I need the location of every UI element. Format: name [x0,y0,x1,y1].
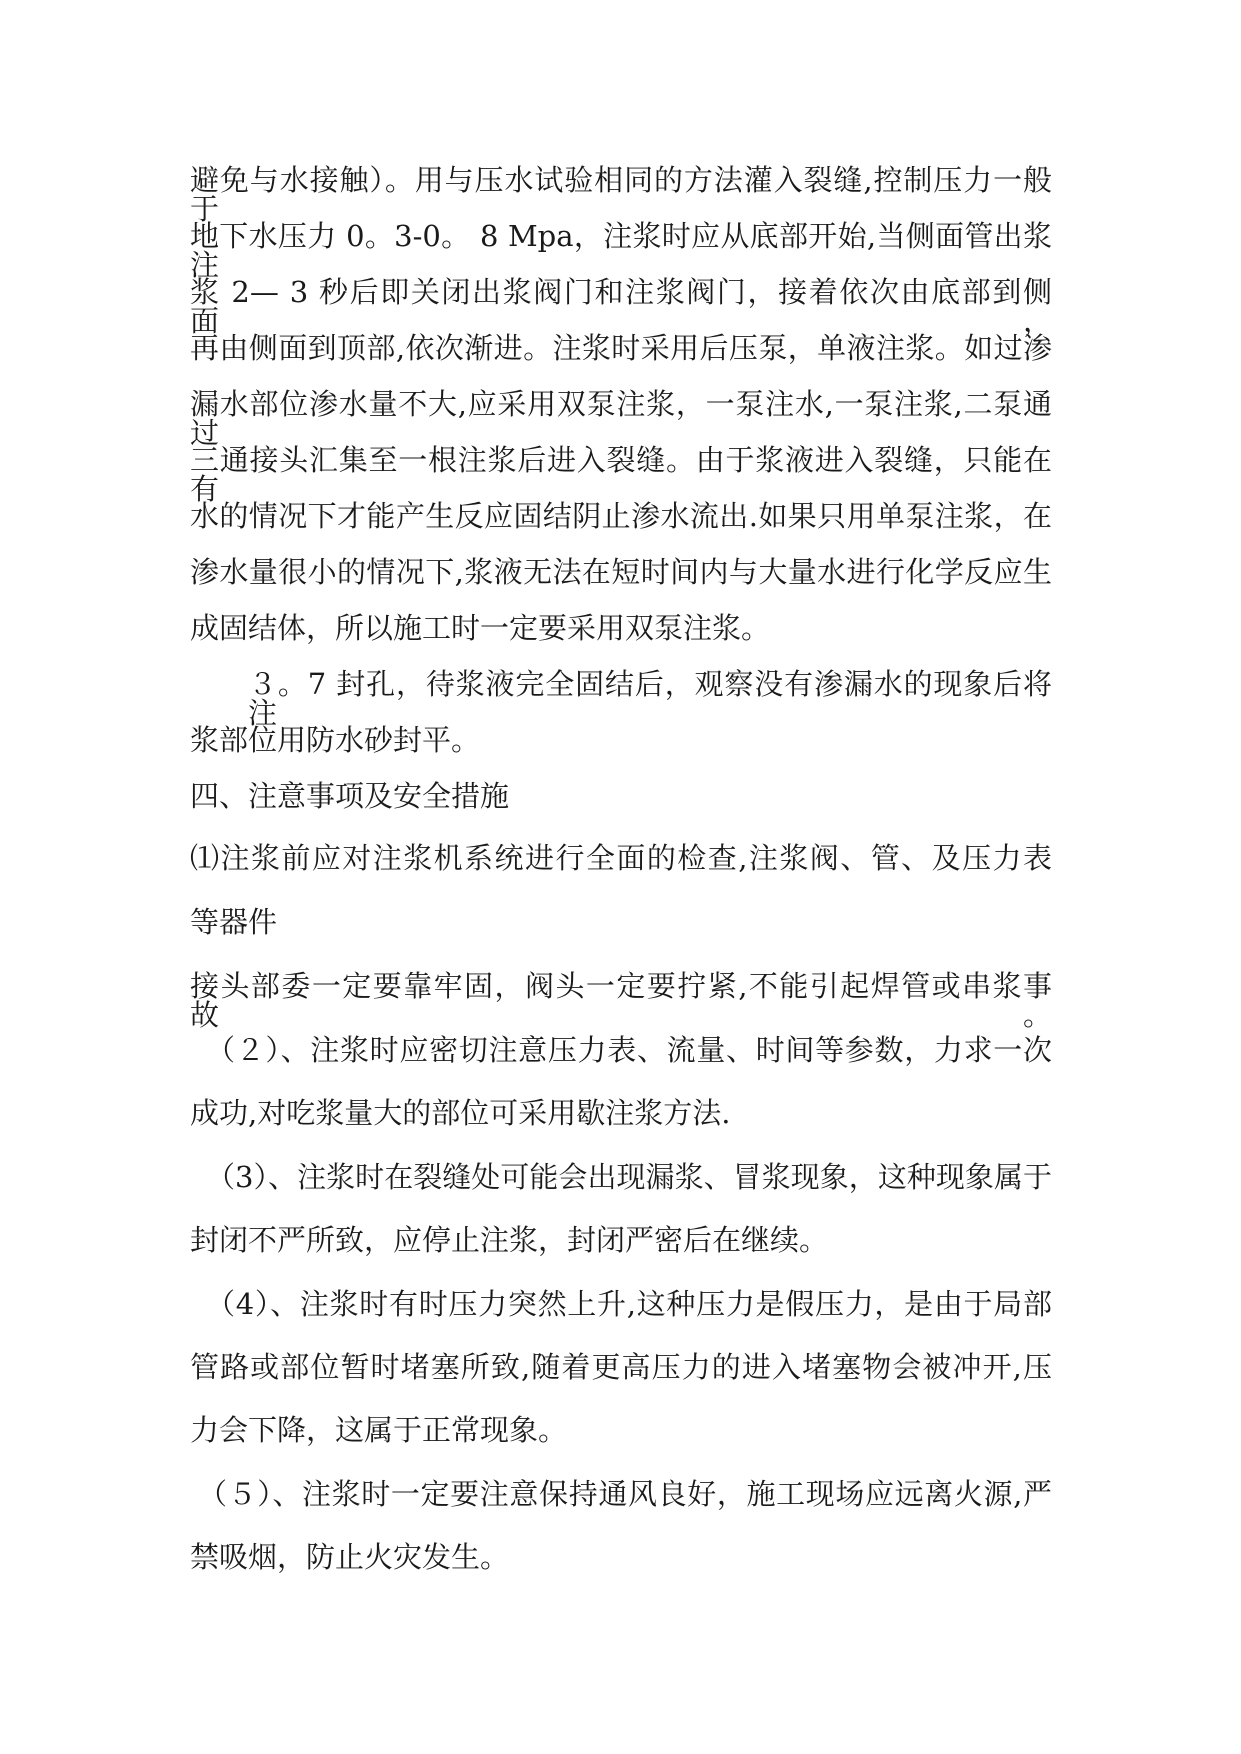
list-item-line: 封闭不严所致，应停止注浆，封闭严密后在继续。 [190,1223,829,1257]
section-heading: 四、注意事项及安全措施 [190,779,510,813]
paragraph-line: 避免与水接触）。用与压水试验相同的方法灌入裂缝,控制压力一般于 [190,163,1052,226]
paragraph-line: 再由侧面到顶部,依次渐进。注浆时采用后压泵，单液注浆。如过渗 [190,331,1052,365]
list-item-line: （4）、注浆时有时压力突然上升,这种压力是假压力，是由于局部 [206,1287,1052,1321]
paragraph-line: ３。7 封孔，待浆液完全固结后，观察没有渗漏水的现象后将注 [248,667,1052,730]
list-item-line: 禁吸烟，防止火灾发生。 [190,1540,510,1574]
paragraph-line: 水的情况下才能产生反应固结阴止渗水流出.如果只用单泵注浆，在 [190,499,1052,533]
paragraph-line: 成固结体，所以施工时一定要采用双泵注浆。 [190,611,771,645]
list-item-line: 力会下降，这属于正常现象。 [190,1413,568,1447]
paragraph-line: 渗水量很小的情况下,浆液无法在短时间内与大量水进行化学反应生 [190,555,1052,589]
list-item-line: 成功,对吃浆量大的部位可采用歇注浆方法. [190,1096,731,1130]
list-item-line: 接头部委一定要靠牢固，阀头一定要拧紧,不能引起焊管或串浆事故。 [190,969,1052,1032]
paragraph-line: 三通接头汇集至一根注浆后进入裂缝。由于浆液进入裂缝，只能在有 [190,443,1052,506]
list-item-line: （3）、注浆时在裂缝处可能会出现漏浆、冒浆现象，这种现象属于 [206,1160,1052,1194]
paragraph-line: 浆部位用防水砂封平。 [190,723,481,757]
list-item-line: （５）、注浆时一定要注意保持通风良好，施工现场应远离火源,严 [198,1477,1052,1511]
list-item-line: 等器件 [190,905,278,939]
list-item-line: 管路或部位暂时堵塞所致,随着更高压力的进入堵塞物会被冲开,压 [190,1350,1052,1384]
list-item-line: ⑴注浆前应对注浆机系统进行全面的检查,注浆阀、管、及压力表 [190,841,1052,875]
list-item-line: （２）、注浆时应密切注意压力表、流量、时间等参数，力求一次 [206,1033,1052,1067]
paragraph-line: 漏水部位渗水量不大,应采用双泵注浆，一泵注水,一泵注浆,二泵通过 [190,387,1052,450]
paragraph-line: 地下水压力 0。3-0。 8 Mpa，注浆时应从底部开始,当侧面管出浆注 [190,219,1052,282]
paragraph-line: 浆 2— 3 秒后即关闭出浆阀门和注浆阀门，接着依次由底部到侧面， [190,275,1052,338]
